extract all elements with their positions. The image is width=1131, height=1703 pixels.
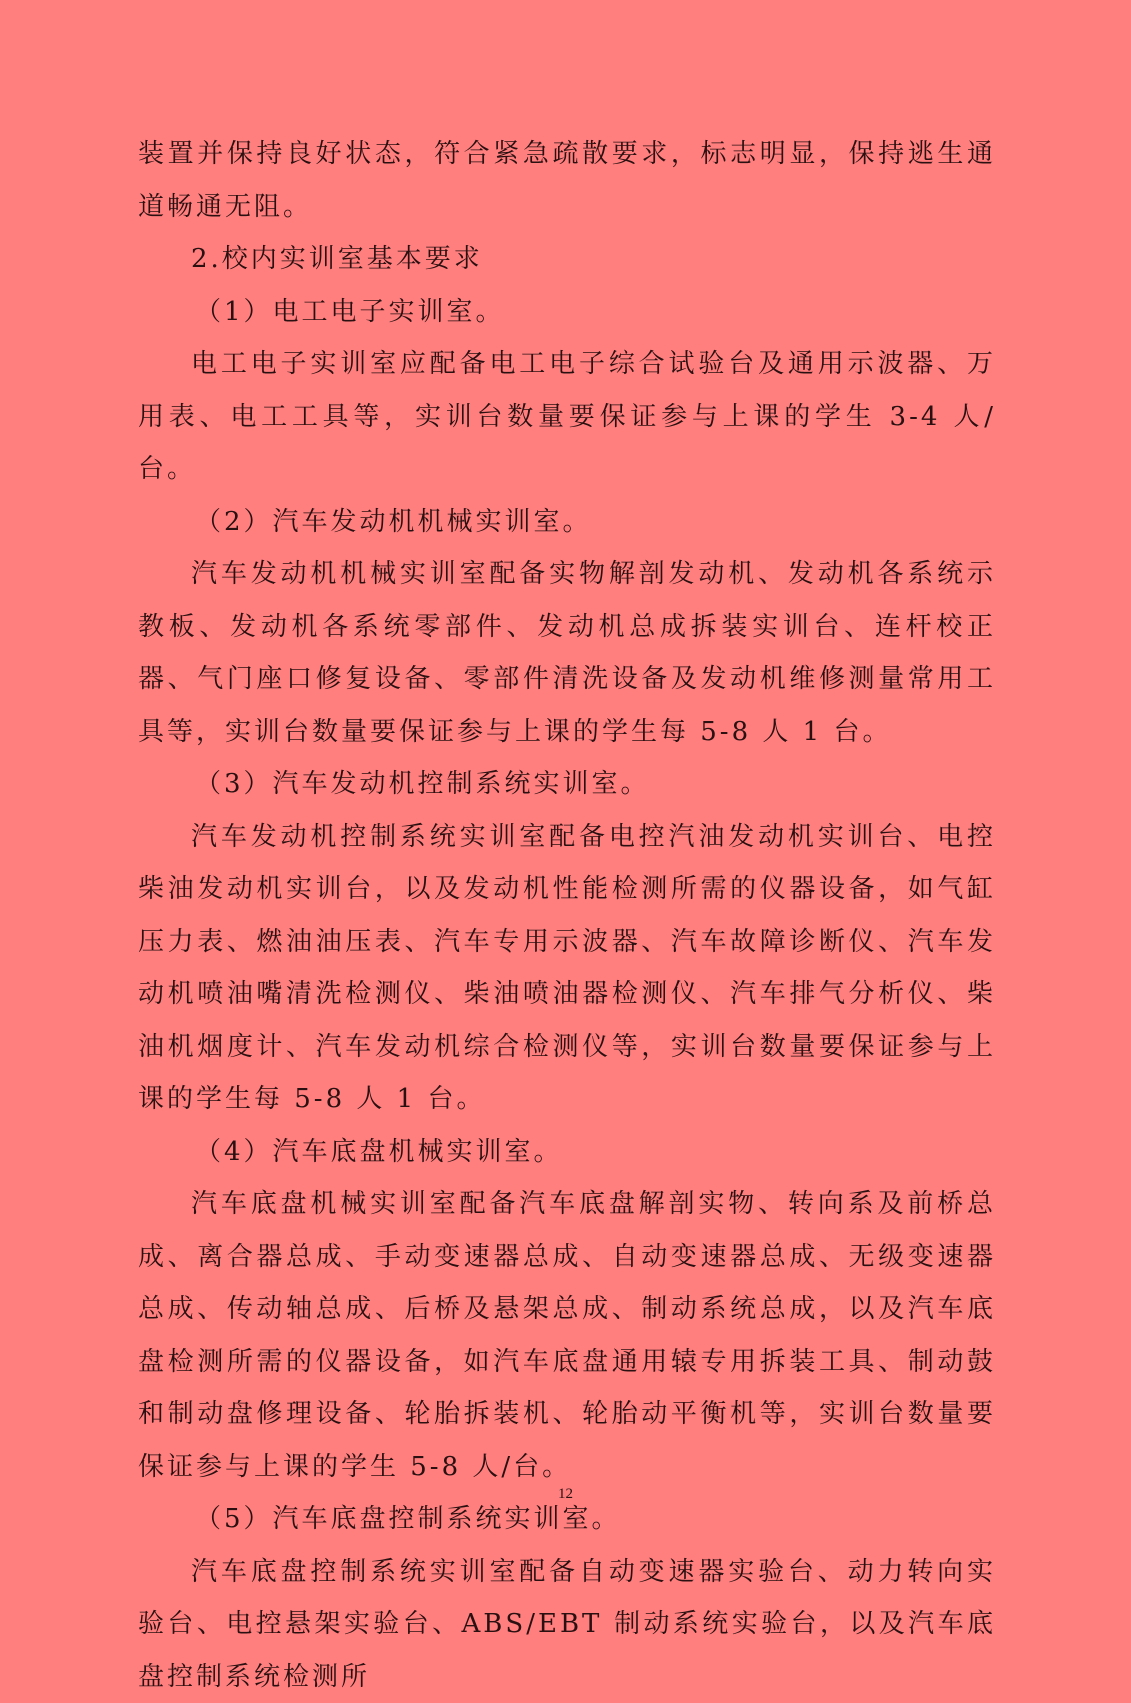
page-number: 12 [0, 1486, 1131, 1503]
document-body [138, 128, 996, 1703]
subsection-heading-1: （1）电工电子实训室。 [138, 286, 996, 339]
paragraph-1: 电工电子实训室应配备电工电子综合试验台及通用示波器、万用表、电工工具等，实训台数量要保证参与上课的学生 3-4 人/台。 [138, 338, 996, 496]
subsection-heading-5: （5）汽车底盘控制系统实训室。 [138, 1493, 996, 1546]
paragraph-3: 汽车发动机控制系统实训室配备电控汽油发动机实训台、电控柴油发动机实训台，以及发动机性能检测所需的仪器设备，如气缸压力表、燃油油压表、汽车专用示波器、汽车故障诊断仪、汽车发动机喷油嘴清洗检测仪、柴油喷油器检测仪、汽车排气分析仪、柴油机烟度计、汽车发动机综合检测仪等，实训台数量要保证参与上课的学生每 5-8 人 1 台。 [138, 811, 996, 1126]
paragraph-4: 汽车底盘机械实训室配备汽车底盘解剖实物、转向系及前桥总成、离合器总成、手动变速器总成、自动变速器总成、无级变速器总成、传动轴总成、后桥及悬架总成、制动系统总成，以及汽车底盘检测所需的仪器设备，如汽车底盘通用辕专用拆装工具、制动鼓和制动盘修理设备、轮胎拆装机、轮胎动平衡机等，实训台数量要保证参与上课的学生 5-8 人/台。 [138, 1178, 996, 1493]
paragraph-continuation: 装置并保持良好状态，符合紧急疏散要求，标志明显，保持逃生通道畅通无阻。 [138, 128, 996, 233]
subsection-heading-3: （3）汽车发动机控制系统实训室。 [138, 758, 996, 811]
subsection-heading-2: （2）汽车发动机机械实训室。 [138, 496, 996, 549]
paragraph-2: 汽车发动机机械实训室配备实物解剖发动机、发动机各系统示教板、发动机各系统零部件、发动机总成拆装实训台、连杆校正器、气门座口修复设备、零部件清洗设备及发动机维修测量常用工具等，实训台数量要保证参与上课的学生每 5-8 人 1 台。 [138, 548, 996, 758]
paragraph-5: 汽车底盘控制系统实训室配备自动变速器实验台、动力转向实验台、电控悬架实验台、ABS/EBT 制动系统实验台，以及汽车底盘控制系统检测所 [138, 1546, 996, 1703]
subsection-heading-4: （4）汽车底盘机械实训室。 [138, 1126, 996, 1179]
section-heading: 2.校内实训室基本要求 [138, 233, 996, 286]
